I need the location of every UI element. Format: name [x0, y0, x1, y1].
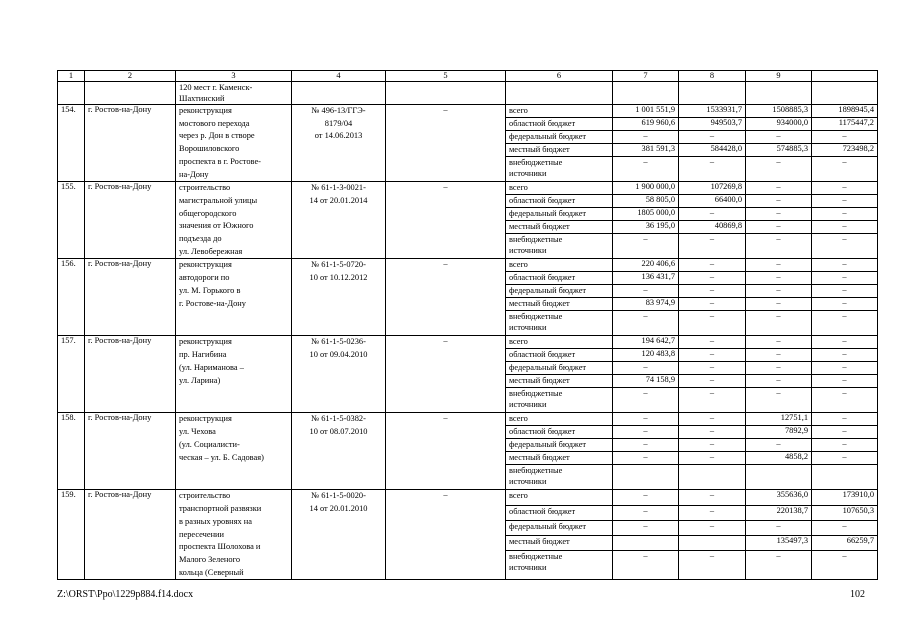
funding-source-line: внебюджетные	[509, 235, 563, 245]
amount-cell: –	[613, 520, 679, 535]
amount-cell: 723498,2	[812, 144, 878, 157]
object-name-line: мостового перехода	[179, 118, 250, 128]
object-name-line: общегородского	[179, 208, 237, 218]
amount-cell: –	[679, 505, 746, 520]
object-name-line: на-Дону	[179, 169, 209, 179]
city: г. Ростов-на-Дону	[85, 490, 176, 580]
row-number: 159.	[58, 490, 85, 580]
amount-cell	[746, 465, 812, 490]
amount-cell: –	[746, 234, 812, 259]
amount-cell: 107650,3	[812, 505, 878, 520]
funding-source: федеральный бюджет	[506, 362, 613, 375]
expertise-doc-line: № 61-1-5-0720-	[311, 260, 366, 270]
column-number-5: 5	[386, 71, 506, 82]
object-name	[176, 490, 292, 580]
funding-source: областной бюджет	[506, 505, 613, 520]
amount-cell: –	[679, 311, 746, 336]
amount-cell: 934000,0	[746, 118, 812, 131]
object-name-line: реконструкция	[179, 106, 232, 115]
amount-cell: –	[746, 551, 812, 580]
amount-cell: –	[812, 298, 878, 311]
amount-cell: 381 591,3	[613, 144, 679, 157]
amount-cell: 1 900 000,0	[613, 182, 679, 195]
column-number-2: 2	[85, 71, 176, 82]
amount-cell: 1533931,7	[679, 105, 746, 118]
funding-source-line: внебюджетные	[509, 389, 563, 399]
amount-cell: –	[812, 439, 878, 452]
row-number: 158.	[58, 413, 85, 490]
object-name-line: реконструкция	[179, 414, 232, 424]
amount-cell: –	[679, 388, 746, 413]
object-name-line: реконструкция	[179, 260, 232, 270]
amount-cell: 220 406,6	[613, 259, 679, 272]
amount-cell: –	[812, 182, 878, 195]
amount-cell: 1508885,3	[746, 105, 812, 118]
amount-cell: –	[746, 311, 812, 336]
object-name-line: ул. Левобережная	[179, 246, 243, 256]
city: г. Ростов-на-Дону	[85, 105, 176, 182]
column-number-9: 9	[746, 71, 812, 82]
column-number-3: 3	[176, 71, 292, 82]
continuation-row	[58, 82, 878, 105]
amount-cell: 36 195,0	[613, 221, 679, 234]
object-name-line: проспекта Шолохова и	[179, 542, 261, 552]
funding-source: федеральный бюджет	[506, 285, 613, 298]
object-name-line: Малого Зеленого	[179, 554, 241, 564]
amount-cell: –	[679, 439, 746, 452]
amount-cell: –	[679, 131, 746, 144]
amount-cell: –	[746, 388, 812, 413]
funding-source-line: внебюджетные	[509, 552, 563, 562]
amount-cell: 574885,3	[746, 144, 812, 157]
expertise-doc	[292, 105, 386, 182]
expertise-doc-line: № 61-1-5-0020-	[311, 491, 366, 501]
expertise-doc-line: № 61-1-3-0021-	[311, 183, 366, 193]
amount-cell: –	[812, 221, 878, 234]
expertise-doc-line: 10 от 08.07.2010	[309, 427, 368, 437]
amount-cell	[613, 535, 679, 550]
object-name	[176, 259, 292, 336]
amount-cell: –	[613, 551, 679, 580]
amount-cell: –	[812, 195, 878, 208]
table-row	[58, 413, 878, 426]
amount-cell: –	[613, 285, 679, 298]
amount-cell: 135497,3	[746, 535, 812, 550]
funding-source: всего	[506, 336, 613, 349]
amount-cell: –	[679, 426, 746, 439]
amount-cell: 7892,9	[746, 426, 812, 439]
funding-source-line: источники	[509, 169, 547, 179]
amount-cell: –	[812, 131, 878, 144]
funding-source: всего	[506, 105, 613, 118]
funding-source: федеральный бюджет	[506, 520, 613, 535]
funding-source-line: источники	[509, 246, 547, 256]
funding-source: местный бюджет	[506, 221, 613, 234]
object-name-line: пр. Нагибина	[179, 350, 227, 360]
amount-cell: –	[613, 439, 679, 452]
amount-cell: 107269,8	[679, 182, 746, 195]
funding-source: областной бюджет	[506, 118, 613, 131]
column-number-6: 6	[506, 71, 613, 82]
amount-cell: 355636,0	[746, 490, 812, 505]
funding-source: федеральный бюджет	[506, 131, 613, 144]
amount-cell: –	[746, 221, 812, 234]
page-number: 102	[850, 589, 865, 600]
column-5-value: –	[386, 336, 506, 413]
amount-cell: –	[812, 349, 878, 362]
amount-cell: 12751,1	[746, 413, 812, 426]
column-number-7: 7	[613, 71, 679, 82]
column-5-value: –	[386, 413, 506, 490]
amount-cell: –	[679, 336, 746, 349]
expertise-doc-line: № 496-13/ГГЭ-	[311, 106, 366, 115]
amount-cell: –	[812, 551, 878, 580]
column-number-1: 1	[58, 71, 85, 82]
object-name-line: ул. Чехова	[179, 427, 216, 437]
amount-cell: –	[679, 298, 746, 311]
expertise-doc	[292, 413, 386, 490]
funding-source: местный бюджет	[506, 144, 613, 157]
object-name-line: через р. Дон в створе	[179, 131, 255, 141]
amount-cell: –	[613, 452, 679, 465]
object-name	[176, 413, 292, 490]
amount-cell: –	[679, 362, 746, 375]
amount-cell: –	[746, 272, 812, 285]
amount-cell: –	[812, 157, 878, 182]
table-row	[58, 490, 878, 505]
funding-source: всего	[506, 182, 613, 195]
amount-cell: –	[746, 182, 812, 195]
funding-source	[506, 234, 613, 259]
funding-source-line: внебюджетные	[509, 158, 563, 168]
column-number-row	[58, 71, 878, 82]
funding-source: местный бюджет	[506, 452, 613, 465]
amount-cell: –	[746, 285, 812, 298]
column-5-value: –	[386, 259, 506, 336]
object-name	[176, 336, 292, 413]
expertise-doc-line: 8179/04	[324, 118, 353, 128]
object-name-line: пересечении	[179, 529, 225, 539]
amount-cell: –	[812, 272, 878, 285]
amount-cell: 949503,7	[679, 118, 746, 131]
document-sheet	[57, 70, 878, 580]
amount-cell: 120 483,8	[613, 349, 679, 362]
funding-source: федеральный бюджет	[506, 208, 613, 221]
object-name-line: в разных уровнях на	[179, 516, 252, 526]
funding-source	[506, 551, 613, 580]
amount-cell: 136 431,7	[613, 272, 679, 285]
amount-cell: –	[812, 362, 878, 375]
amount-cell: –	[679, 490, 746, 505]
amount-cell: –	[746, 208, 812, 221]
amount-cell: –	[679, 551, 746, 580]
expertise-doc-line: 10 от 10.12.2012	[309, 273, 368, 283]
funding-source: областной бюджет	[506, 349, 613, 362]
funding-source-line: внебюджетные	[509, 466, 563, 476]
object-name-line: (ул. Нариманова –	[179, 362, 244, 372]
expertise-doc-line: 14 от 20.01.2014	[309, 195, 368, 205]
amount-cell: –	[746, 362, 812, 375]
amount-cell: 66400,0	[679, 195, 746, 208]
amount-cell: –	[812, 520, 878, 535]
table-row	[58, 336, 878, 349]
amount-cell: –	[613, 234, 679, 259]
amount-cell: –	[613, 131, 679, 144]
amount-cell: –	[613, 490, 679, 505]
amount-cell: 1 001 551,9	[613, 105, 679, 118]
amount-cell: –	[812, 413, 878, 426]
amount-cell: –	[812, 234, 878, 259]
object-name-line: реконструкция	[179, 337, 232, 347]
amount-cell: 619 960,6	[613, 118, 679, 131]
row-number: 156.	[58, 259, 85, 336]
funding-source	[506, 311, 613, 336]
amount-cell	[679, 535, 746, 550]
amount-cell: –	[613, 311, 679, 336]
amount-cell: –	[812, 208, 878, 221]
funding-source-line: источники	[509, 323, 547, 333]
expertise-doc	[292, 490, 386, 580]
object-name	[176, 182, 292, 259]
funding-source-line: источники	[509, 477, 547, 487]
amount-cell: –	[812, 375, 878, 388]
column-5-value: –	[386, 105, 506, 182]
amount-cell	[812, 465, 878, 490]
object-name-line: магистральной улицы	[179, 195, 258, 205]
amount-cell: –	[679, 259, 746, 272]
amount-cell: –	[746, 336, 812, 349]
amount-cell: –	[679, 413, 746, 426]
amount-cell: 83 974,9	[613, 298, 679, 311]
amount-cell: –	[613, 388, 679, 413]
amount-cell: –	[746, 520, 812, 535]
amount-cell	[679, 465, 746, 490]
object-name-line: г. Ростове-на-Дону	[179, 298, 246, 308]
continuation-name: 120 мест г. Каменск- Шахтинский	[176, 82, 292, 105]
expertise-doc-line: 10 от 09.04.2010	[309, 350, 368, 360]
amount-cell: –	[746, 131, 812, 144]
table-row	[58, 259, 878, 272]
column-number-8: 8	[679, 71, 746, 82]
expertise-doc-line: 14 от 20.01.2010	[309, 504, 368, 514]
row-number: 154.	[58, 105, 85, 182]
object-name-line: ческая – ул. Б. Садовая)	[179, 452, 264, 462]
amount-cell: –	[679, 349, 746, 362]
amount-cell: 40869,8	[679, 221, 746, 234]
amount-cell: 1175447,2	[812, 118, 878, 131]
expertise-doc	[292, 182, 386, 259]
funding-source: всего	[506, 490, 613, 505]
object-name-line: проспекта в г. Ростове-	[179, 156, 261, 166]
funding-source: федеральный бюджет	[506, 439, 613, 452]
city: г. Ростов-на-Дону	[85, 413, 176, 490]
amount-cell	[613, 465, 679, 490]
funding-source	[506, 157, 613, 182]
financing-table	[57, 70, 878, 580]
funding-source: всего	[506, 259, 613, 272]
funding-source: областной бюджет	[506, 195, 613, 208]
amount-cell: 584428,0	[679, 144, 746, 157]
amount-cell: –	[812, 259, 878, 272]
column-number-4: 4	[292, 71, 386, 82]
amount-cell: –	[812, 388, 878, 413]
amount-cell: –	[613, 157, 679, 182]
amount-cell: 194 642,7	[613, 336, 679, 349]
object-name-line: (ул. Социалисти-	[179, 439, 240, 449]
amount-cell: –	[746, 439, 812, 452]
amount-cell: –	[679, 375, 746, 388]
amount-cell: –	[746, 375, 812, 388]
object-name-line: ул. Ларина)	[179, 375, 221, 385]
expertise-doc	[292, 336, 386, 413]
amount-cell: –	[613, 426, 679, 439]
object-name-line: транспортной развязки	[179, 504, 262, 514]
city: г. Ростов-на-Дону	[85, 182, 176, 259]
amount-cell: 4858,2	[746, 452, 812, 465]
amount-cell: –	[812, 336, 878, 349]
column-5-value: –	[386, 182, 506, 259]
amount-cell: –	[812, 311, 878, 336]
column-number-10	[812, 71, 878, 82]
row-number: 155.	[58, 182, 85, 259]
amount-cell: –	[613, 362, 679, 375]
amount-cell: –	[746, 157, 812, 182]
object-name-line: Ворошиловского	[179, 144, 240, 154]
amount-cell: 1898945,4	[812, 105, 878, 118]
amount-cell: –	[679, 452, 746, 465]
funding-source: местный бюджет	[506, 375, 613, 388]
amount-cell: –	[812, 452, 878, 465]
amount-cell: –	[746, 195, 812, 208]
amount-cell: 66259,7	[812, 535, 878, 550]
amount-cell: –	[746, 349, 812, 362]
amount-cell: –	[746, 259, 812, 272]
amount-cell: –	[679, 285, 746, 298]
amount-cell: –	[679, 234, 746, 259]
amount-cell: –	[746, 298, 812, 311]
funding-source: областной бюджет	[506, 272, 613, 285]
object-name-line: кольца (Северный	[179, 567, 244, 577]
amount-cell: –	[679, 157, 746, 182]
city: г. Ростов-на-Дону	[85, 259, 176, 336]
funding-source: местный бюджет	[506, 535, 613, 550]
table-row	[58, 182, 878, 195]
expertise-doc	[292, 259, 386, 336]
amount-cell: –	[679, 272, 746, 285]
amount-cell: 58 805,0	[613, 195, 679, 208]
object-name	[176, 105, 292, 182]
amount-cell: –	[679, 520, 746, 535]
amount-cell: –	[812, 285, 878, 298]
funding-source	[506, 388, 613, 413]
amount-cell: 1805 000,0	[613, 208, 679, 221]
amount-cell: 74 158,9	[613, 375, 679, 388]
amount-cell: –	[613, 413, 679, 426]
object-name-line: ул. М. Горького в	[179, 285, 241, 295]
amount-cell: 173910,0	[812, 490, 878, 505]
object-name-line: автодороги по	[179, 273, 230, 283]
funding-source-line: источники	[509, 400, 547, 410]
column-5-value: –	[386, 490, 506, 580]
object-name-line: строительство	[179, 183, 231, 193]
funding-source: местный бюджет	[506, 298, 613, 311]
funding-source	[506, 465, 613, 490]
amount-cell: –	[613, 505, 679, 520]
object-name-line: значения от Южного	[179, 221, 254, 231]
funding-source: всего	[506, 413, 613, 426]
expertise-doc-line: от 14.06.2013	[314, 131, 363, 141]
table-body	[58, 71, 878, 580]
object-name-line: подъезда до	[179, 234, 222, 244]
funding-source: областной бюджет	[506, 426, 613, 439]
funding-source-line: источники	[509, 563, 547, 573]
file-path: Z:\ORST\Ppo\1229p884.f14.docx	[57, 589, 194, 600]
row-number: 157.	[58, 336, 85, 413]
expertise-doc-line: № 61-1-5-0382-	[311, 414, 366, 424]
amount-cell: 220138,7	[746, 505, 812, 520]
object-name-line: строительство	[179, 491, 231, 501]
expertise-doc-line: № 61-1-5-0236-	[311, 337, 366, 347]
table-row	[58, 105, 878, 118]
amount-cell: –	[679, 208, 746, 221]
amount-cell: –	[812, 426, 878, 439]
funding-source-line: внебюджетные	[509, 312, 563, 322]
city: г. Ростов-на-Дону	[85, 336, 176, 413]
